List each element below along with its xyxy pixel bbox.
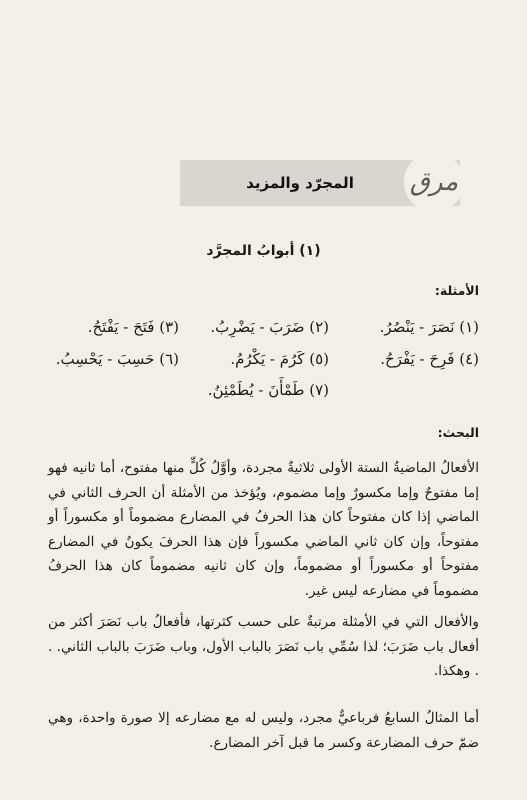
paragraph: والأفعال التي في الأمثلة مرتبةٌ على حسب كثرتها، فأفعالُ باب نَصَرَ أكثر من أفعال باب ضَرَبَ؛ لذا سُمِّي باب نَصَرَ بالباب الأول، وباب ضَرَبَ بالباب الثاني. . . وهكذا. — [48, 614, 479, 679]
research-label: البحث: — [437, 425, 479, 440]
paragraph: الأفعالُ الماضيةُ الستة الأولى ثلاثيةٌ مجردة، وأوَّلُ كُلٍّ منها مفتوح، أما ثانيه فهو إما مفتوحٌ وإما مكسورٌ وإما مضموم، ويُؤخذ من الأمثلة أن الحرف الثاني في الماضي إذا كان مفتوحاً كان هذا الحرفُ في المضارع مضموماً أو مكسوراً أو مفتوحاً، وإن كان ثاني الماضي مكسوراً فإن هذا الحرفَ يكونُ في المضارع مفتوحاً أو مكسوراً أو مضموماً، وإن كان ثانيه مضموماً كان هذا الحرفُ مضموماً في مضارعه ليس غير. — [48, 460, 479, 599]
calligraphy-ornament — [404, 152, 464, 212]
chapter-title: المجرّد والمزيد — [246, 174, 354, 192]
examples-row — [48, 318, 479, 344]
example-item: (٧) طَمْأَنَ - يُطَمْئِنُ. — [207, 381, 329, 399]
examples-row — [48, 350, 479, 376]
example-item: (٦) حَسِبَ - يَحْسِبُ. — [55, 350, 179, 368]
examples-label: الأمثلة: — [434, 283, 479, 298]
examples-row — [48, 381, 479, 407]
example-item: (٣) فَتَحَ - يَفْتَحُ. — [87, 318, 179, 336]
ornament-glyph: مرق — [409, 167, 459, 197]
section-title: (١) أبوابُ المجرَّد — [206, 243, 321, 259]
example-item: (١) نَصَرَ - يَنْصُرُ. — [379, 318, 479, 336]
example-item: (٢) ضَرَبَ - يَضْرِبُ. — [210, 318, 329, 336]
example-item: (٤) فَرِحَ - يَفْرَحُ. — [380, 350, 479, 368]
example-item: (٥) كَرُمَ - يَكْرُمُ. — [230, 350, 329, 368]
paragraph: أما المثالُ السابعُ فرباعيٌّ مجرد، وليس له مع مضارعه إلا صورة واحدة، وهي ضمّ حرف المضارعة وكسر ما قبل آخر المضارع. — [48, 710, 479, 751]
